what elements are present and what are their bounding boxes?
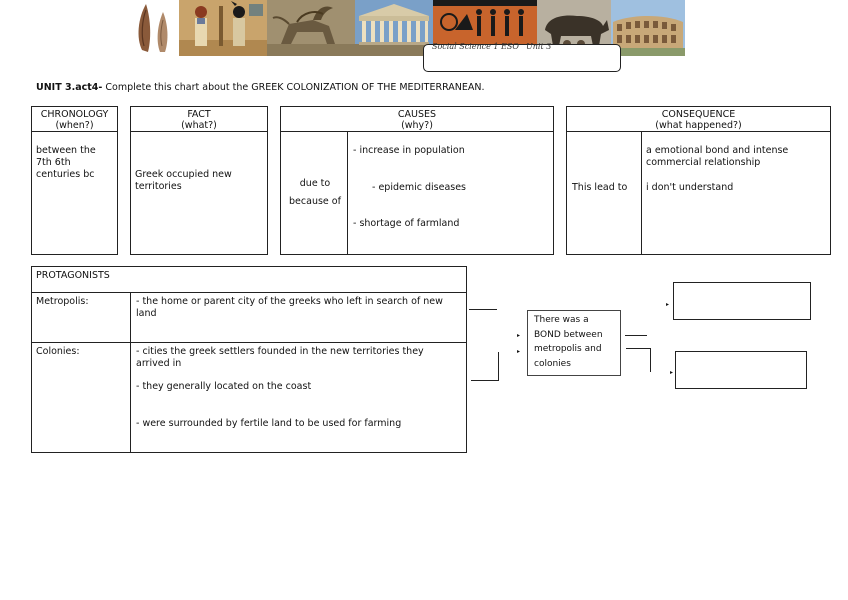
bond-right-line-bottom <box>626 348 651 349</box>
fact-subtitle: (what?) <box>181 120 217 131</box>
consequence-item-2: i don't understand <box>646 182 734 193</box>
metropolis-answer: - the home or parent city of the greeks who left in search of new land <box>136 296 443 319</box>
arrow-bond-bottom-icon: ▸ <box>517 348 521 355</box>
chronology-title: CHRONOLOGY <box>40 109 109 120</box>
consequence-connector-cell <box>566 131 642 255</box>
consequence-title: CONSEQUENCE <box>661 109 736 120</box>
cause-item-3: - shortage of farmland <box>353 218 460 229</box>
fact-title: FACT <box>187 109 211 120</box>
cause-item-1: - increase in population <box>353 145 465 156</box>
parthenon-image <box>355 0 433 56</box>
cause-item-2: - epidemic diseases <box>372 182 467 193</box>
consequence-header <box>566 106 831 132</box>
chronology-subtitle: (when?) <box>55 120 94 131</box>
arrow-answer-1-icon: ▸ <box>666 301 670 308</box>
colonies-answer-cell[interactable] <box>130 342 467 453</box>
page-title-text: Complete this chart about the GREEK COLONIZATION OF THE MEDITERRANEAN. <box>105 82 485 93</box>
subject-caption-box <box>423 44 621 72</box>
colosseum-image <box>611 0 685 56</box>
unit-caption: Unit 3 <box>526 42 552 51</box>
page-title <box>36 82 485 93</box>
consequence-item-1: a emotional bond and intense commercial relationship <box>646 145 789 168</box>
colonies-label: Colonies: <box>36 346 80 357</box>
colonies-label-cell <box>31 342 131 453</box>
colonies-connector-vertical <box>498 352 499 381</box>
bond-right-line-top <box>625 335 647 336</box>
chronology-answer: between the 7th 6th centuries bc <box>36 145 96 180</box>
causes-header <box>280 106 554 132</box>
metropolis-label: Metropolis: <box>36 296 89 307</box>
fact-answer: Greek occupied new territories <box>135 169 232 192</box>
fact-header <box>130 106 268 132</box>
bond-box <box>527 310 621 376</box>
causes-connector: due to because of <box>289 178 341 207</box>
page-title-label: UNIT 3.act4- <box>36 82 103 93</box>
causes-connector-cell <box>280 131 348 255</box>
bond-text: There was a BOND between metropolis and colonies <box>534 315 603 369</box>
chronology-answer-cell[interactable] <box>31 131 118 255</box>
colonies-connector-line <box>471 380 499 381</box>
assyrian-relief-image <box>267 0 355 56</box>
egyptian-painting-image <box>179 0 267 56</box>
fact-answer-cell[interactable] <box>130 131 268 255</box>
causes-answer-cell[interactable] <box>347 131 554 255</box>
causes-subtitle: (why?) <box>401 120 433 131</box>
bond-right-line-vertical <box>650 348 651 372</box>
consequence-answer-cell[interactable] <box>641 131 831 255</box>
colonies-item-1: - cities the greek settlers founded in the new territories they arrived in <box>136 346 424 369</box>
stone-tools-image <box>132 0 176 56</box>
consequence-subtitle: (what happened?) <box>655 120 742 131</box>
metropolis-label-cell <box>31 292 131 343</box>
metropolis-connector-line <box>469 309 497 310</box>
arrow-answer-2-icon: ▸ <box>670 369 674 376</box>
protagonists-title: PROTAGONISTS <box>36 270 110 281</box>
chronology-header <box>31 106 118 132</box>
protagonists-header <box>31 266 467 293</box>
causes-title: CAUSES <box>397 109 437 120</box>
colonies-item-2: - they generally located on the coast <box>136 381 312 392</box>
consequence-connector: This lead to <box>572 182 628 193</box>
answer-box-1[interactable] <box>673 282 811 320</box>
arrow-bond-top-icon: ▸ <box>517 332 521 339</box>
answer-box-2[interactable] <box>675 351 807 389</box>
subject-caption: Social Science 1 ESO <box>432 42 519 51</box>
metropolis-answer-cell[interactable] <box>130 292 467 343</box>
colonies-item-3: - were surrounded by fertile land to be used for farming <box>136 418 402 429</box>
